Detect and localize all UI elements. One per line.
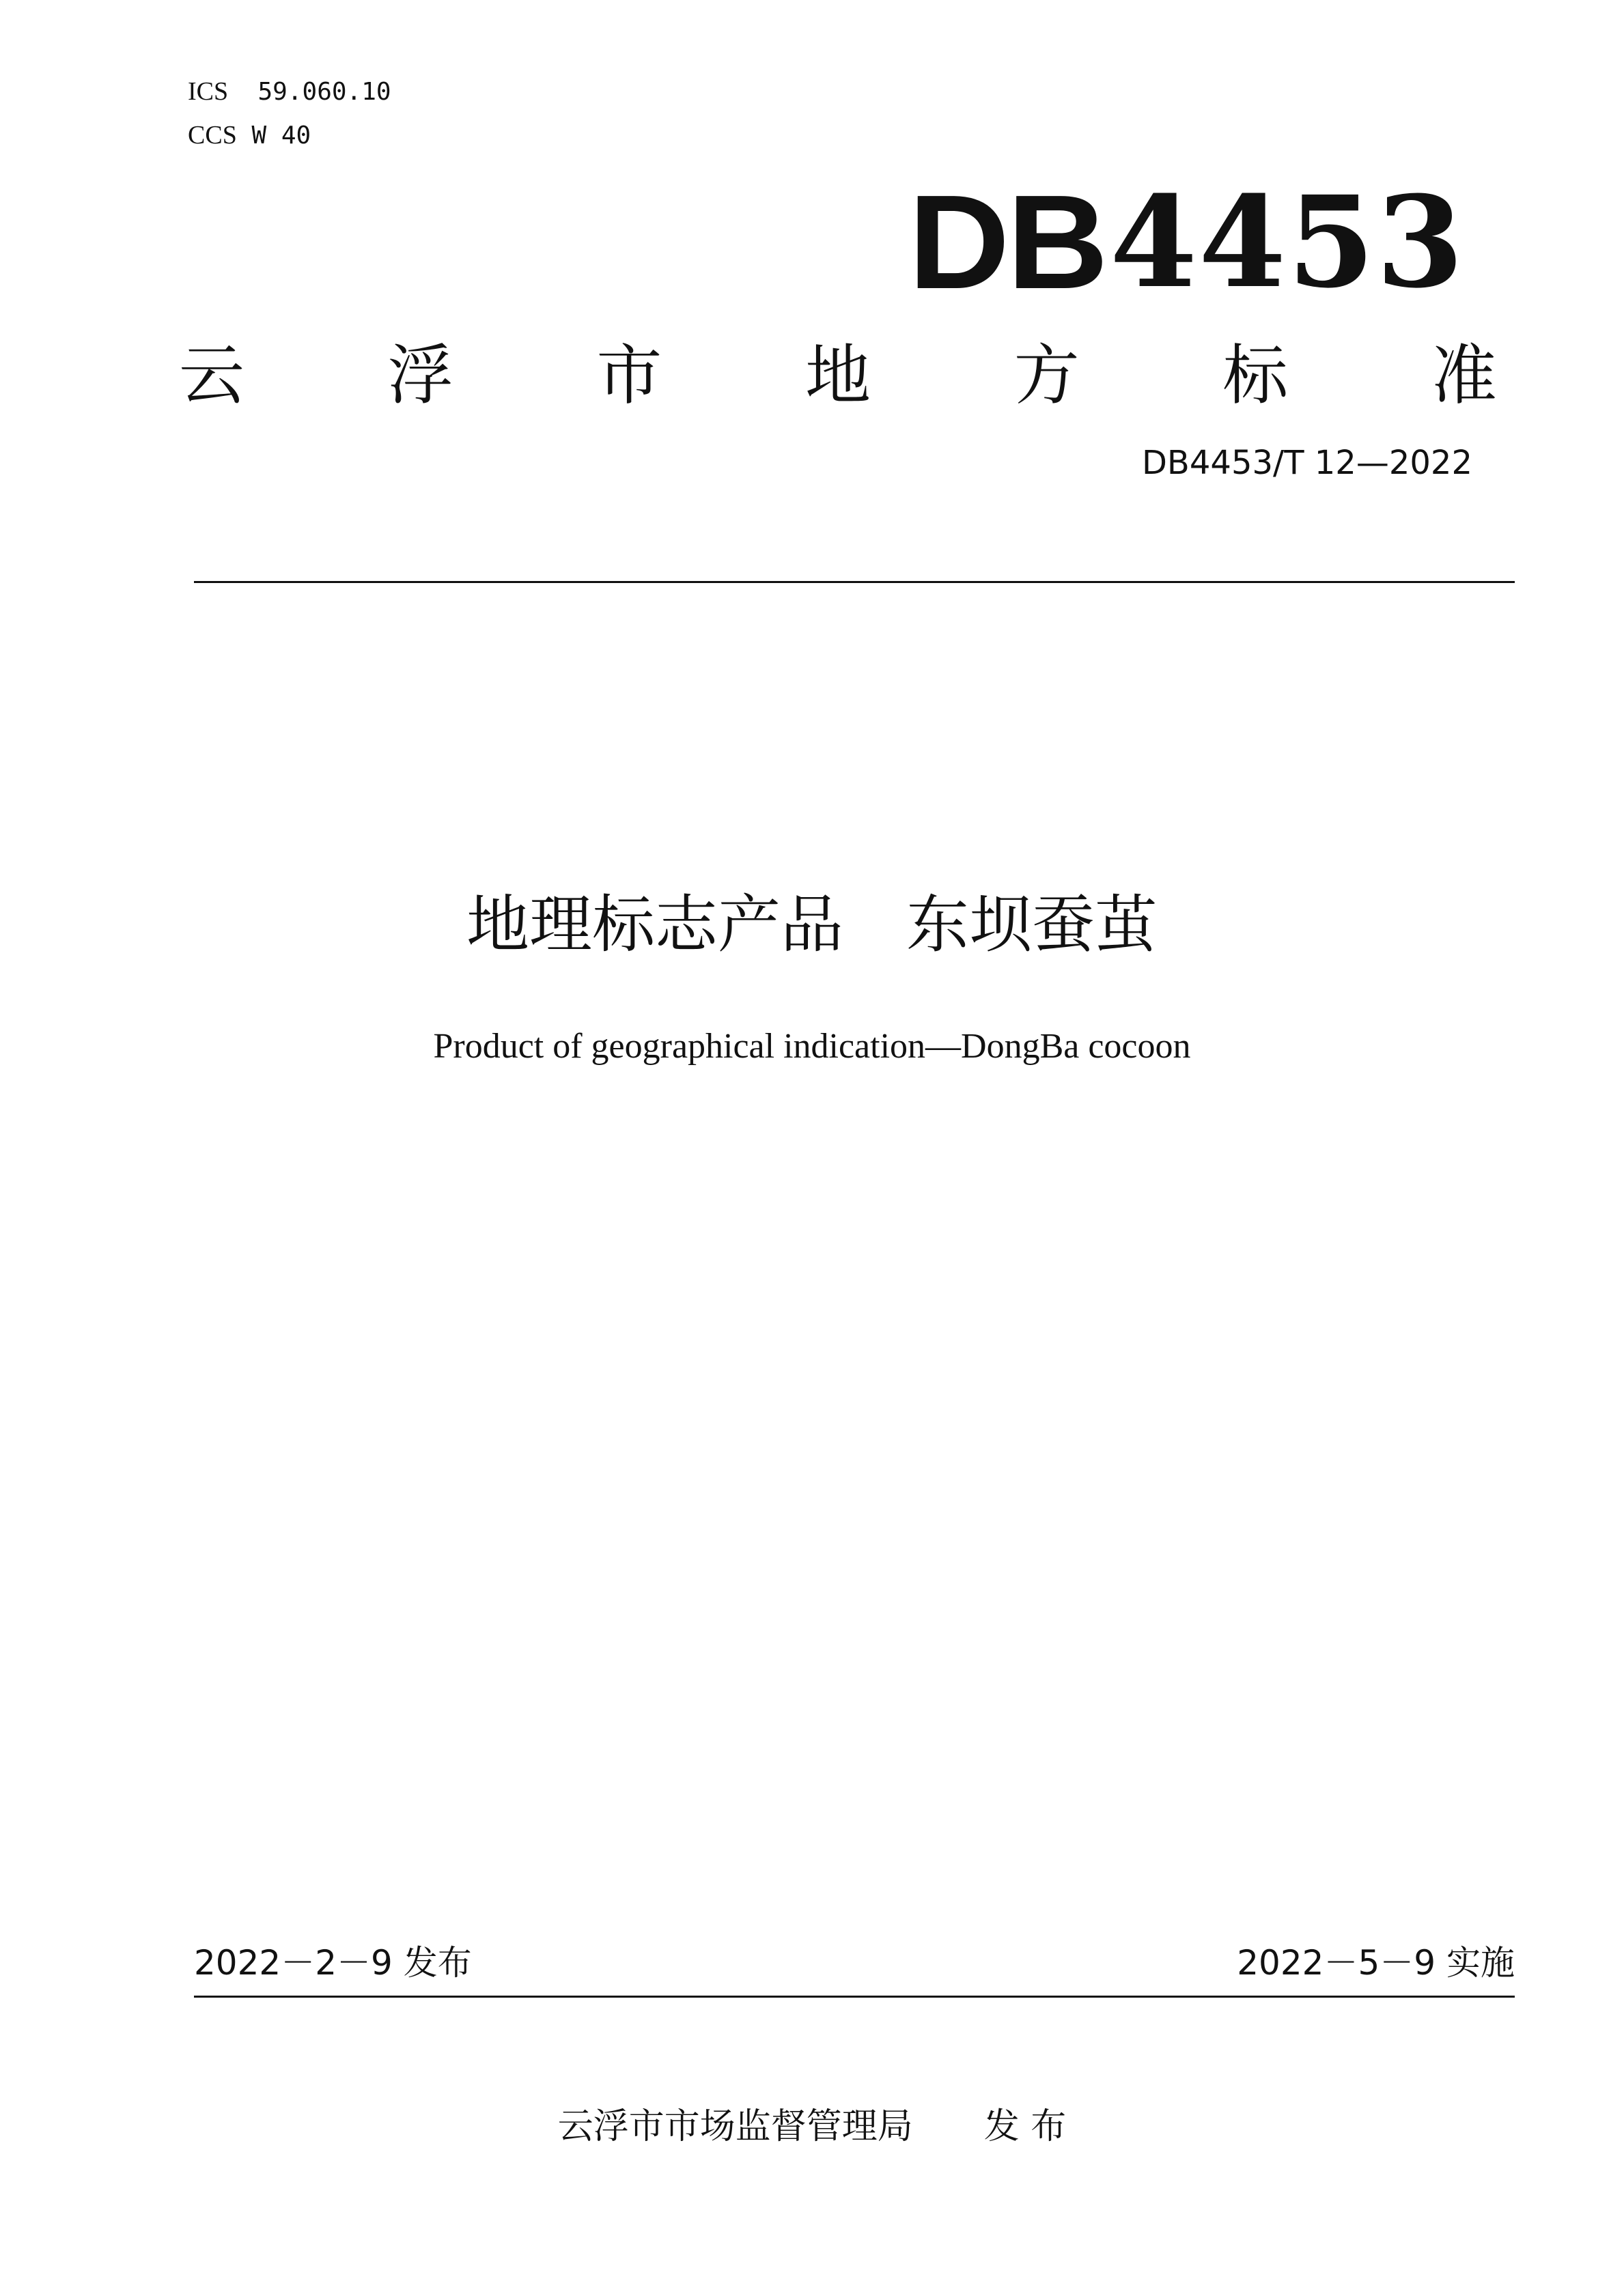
category-char: 地 <box>804 337 871 414</box>
effective-date: 2022－5－9 实施 <box>1237 1943 1515 1983</box>
category-char: 市 <box>596 337 662 414</box>
ics-value: 59.060.10 <box>257 78 391 106</box>
issue-date: 2022－2－9 发布 <box>194 1943 472 1983</box>
footer-divider <box>194 1996 1515 1998</box>
ics-code <box>188 76 391 107</box>
title-english: Product of geographical indication—DongBa cocoon <box>433 1027 1191 1066</box>
ccs-value: W 40 <box>251 122 311 150</box>
category-char: 浮 <box>387 337 453 414</box>
ccs-label: CCS <box>188 121 237 150</box>
ics-label: ICS <box>188 77 229 106</box>
category-char: 准 <box>1431 337 1497 414</box>
title-chinese: 地理标志产品 东坝蚕茧 <box>466 888 1158 961</box>
region-code: 4453 <box>1110 169 1466 316</box>
header-divider <box>194 581 1515 583</box>
category-char: 方 <box>1013 337 1080 414</box>
category-char: 标 <box>1222 337 1289 414</box>
category-char: 云 <box>179 337 244 414</box>
standard-number: DB4453/T 12—2022 <box>1141 444 1472 482</box>
db-mark: DB <box>908 167 1106 317</box>
db-standard-logo <box>908 164 1466 317</box>
publisher: 云浮市市场监督管理局 发 布 <box>557 2106 1067 2147</box>
standard-category <box>179 335 1497 416</box>
ccs-code <box>188 120 311 151</box>
